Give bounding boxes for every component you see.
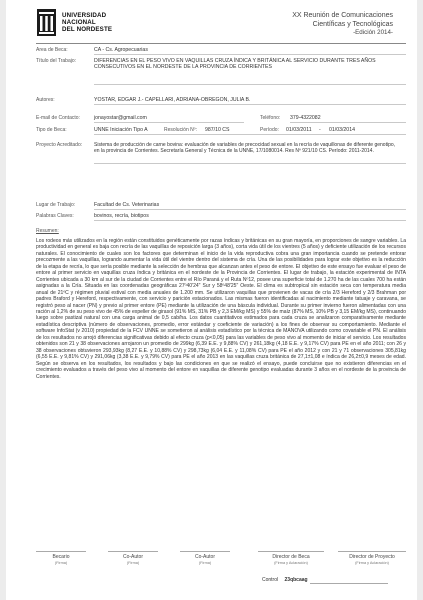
project-value: Sistema de producción de carne bovina: evaluación de variables de precocidad sexual en la recría de vaquillonas de diferente genotipo, en la provincia de Corrientes. Secretaría General y Técnica de la UNNE, 17/1080014. Res Nº 921/10 CS. Período: 2011-2014. <box>94 142 396 155</box>
signature-note: (Firma) <box>126 561 140 565</box>
period-from: 01/03/2011 <box>286 127 312 133</box>
signature-director-beca <box>258 554 324 565</box>
university-line-2: NACIONAL <box>62 19 96 27</box>
conference-title <box>292 12 393 38</box>
phone-label: Teléfono: <box>260 115 281 121</box>
keywords-underline <box>94 220 406 221</box>
signature-director-proyecto <box>338 554 406 565</box>
signature-note: (Firma y Aclaración) <box>274 561 308 565</box>
period-label: Período: <box>260 127 279 133</box>
document-page <box>6 0 417 600</box>
university-line-3: DEL NORDESTE <box>62 26 113 34</box>
university-name <box>62 12 112 34</box>
signature-line-coautor-2 <box>180 551 230 552</box>
signature-coautor-1 <box>108 554 158 565</box>
document-header <box>6 0 417 44</box>
phone-value: 379-4322082 <box>290 115 321 121</box>
signature-line-director-proyecto <box>338 551 406 552</box>
control-label: Control <box>262 577 279 583</box>
email-value: jonayostar@gmail.com <box>94 115 147 121</box>
summary-text: Los rodeos más utilizados en la región están constituidos genéticamente por razas índicas y británicas en su gran mayoría, en proporciones de sangre variables. La productividad en general es baja con recría de las vaquillas de reposición larga (3 años), corta vida útil de los vientres (5 años) y deficiente utilización de los recursos naturales. El conocimiento de cuales son los factores que determinan el inicio de la vida reproductiva cobra una gran importancia cuando se pretende entorar precozmente a las vaquillas, logrando aumentar la vida útil del vientre dentro del sistema de cría. Una de las posibilidades para lograr este objetivo es la reducción de la etapa de recría, lo que sería posible mediante la selección de hembras que alcanzan antes el peso de entore. El objetivo de este ensayo fue evaluar el peso de entore al primer servicio en vaquillas cruza índica y británica en el nordeste de la Provincia de Corrientes. El lugar de trabajo, la estación experimental de INTA Corrientes ubicada a 30 km al sur de la ciudad de Corrientes entre el Río Paraná y el Ruta Nº12, posee una superficie total de 1.270 ha de las cuales 700 ha están asignadas a la Cría. Situada en las coordenadas geográficas 27º40'24" Sur y 58º48'25" Oeste. El clima es subtropical sin estación seca con temperatura media anual de 21ºC y régimen pluvial estival con media anuales de 1.200 mm. Se utilizaron vaquillas que provienen de vacas de cría 2/3 Hereford y 2/3 Brahman por padres Braford y Hereford, respectivamente, con servicio y parición estacionados. Las mismas fueron identificadas al nacimiento mediante tatuaje y caravana, se registró peso al nacer (PN) y previo al primer entore (PE) mediante la utilización de una báscula individual. Durante su primer invierno fueron alimentadas con una ración al 1,2% de su peso vivo de 45% de expeller de girasol (91% MS, 31% PB y 2,3 EM/kg MS) y 55% de maíz (87% MS, 10% PB y 3,15 EM/kg MS), continuando luego sobre pastizal natural con una carga animal de 0,5 cab/ha. Los datos cuantitativos estimados para cada cruza se analizaron comparativamente mediante estadística descriptiva (número de observaciones, promedio, error estándar y coeficiente de variación) a los fines de observar su comportamiento. Mediante el software InfoStat (v 2010) propiedad de la FCV UNNE se sometieron al análisis estadístico por la técnica de MANOVA utilizando como covariable el PN. El análisis de los resultados no arrojó diferencias significativas debido al efecto cruza (p<0,05) para las variables de peso vivo al momento de iniciar el servicio. Los resultados obtenidos son 21 y 38 observaciones arrojaron un promedio de 299kg (6,39 E.E. y 9,88% CV) y 261,18kg (4,18 E.E. y 9,17% CV) para PE en el año 2011; con 26 y 38 observaciones obtuvieron 293,93kg (8,27 E.E. y 10,88% CV) y 298,73kg (6,04 E.E. y 11,08% CV) para PE el año 2012 y con 21 y 71 observaciones 305,81kg (6,55 E.E. y 9,81% CV) y 291,06kg (3,38 E.E. y 9,79% CV) para PE el año 2013 en las vaquillas cruza británica de 27,1±1,08 e índica de 26,2±0,9 meses de edad. Según se observa en los resultados, los resultados y bajo las condiciones en que se realizó el ensayo, puede concluirse que no existieron diferencias en el crecimiento evaluados a través del peso vivo al momento del entore en vaquillas de diferente genotipo evaluadas durante 3 años en el nordeste de la provincia de Corrientes. <box>36 238 406 380</box>
conference-line-2: Científicas y Tecnológicas <box>312 20 393 28</box>
beca-underline <box>94 134 406 135</box>
place-underline <box>94 209 406 210</box>
area-value: CA - Cs. Agropecuarias <box>94 47 148 53</box>
period-to: 01/03/2014 <box>329 127 355 133</box>
signature-role: Becario <box>52 554 70 560</box>
header-divider <box>36 43 406 44</box>
summary-label: Resumen: <box>36 228 59 234</box>
signature-note: (Firma) <box>54 561 68 565</box>
signature-becario <box>36 554 86 565</box>
project-label: Proyecto Acreditado: <box>36 142 83 148</box>
authors-value: YOSTAR, EDGAR J.- CAPELLARI, ADRIANA-OBREGON, JULIA B. <box>94 97 251 103</box>
signature-line-coautor-1 <box>108 551 158 552</box>
signature-role: Co-Autor <box>122 554 143 560</box>
conference-line-1: XX Reunión de Comunicaciones <box>292 12 393 19</box>
signature-role: Director de Proyecto <box>349 554 395 560</box>
place-value: Facultad de Cs. Veterinarias <box>94 202 160 208</box>
authors-label: Autores: <box>36 97 55 103</box>
resolution-value: 987/10 CS <box>205 127 230 133</box>
title-label: Título del Trabajo: <box>36 58 77 64</box>
authors-underline <box>94 104 406 105</box>
period-separator: - <box>319 127 321 133</box>
signature-line-becario <box>36 551 86 552</box>
signature-coautor-2 <box>180 554 230 565</box>
signature-role: Co-Autor <box>194 554 215 560</box>
email-label: E-mail de Contacto: <box>36 115 80 121</box>
beca-label: Tipo de Beca: <box>36 127 67 133</box>
beca-value: UNNE Iniciación Tipo A <box>94 127 148 133</box>
control-value: 23qbcaag <box>284 577 308 583</box>
university-logo-icon <box>37 9 56 36</box>
area-underline <box>94 54 406 55</box>
signature-note: (Firma) <box>198 561 212 565</box>
email-underline <box>94 122 244 123</box>
signature-note: (Firma y Aclaración) <box>355 561 389 565</box>
keywords-label: Palabras Claves: <box>36 213 74 219</box>
area-label: Area de Beca: <box>36 47 68 53</box>
conference-edition: -Edición 2014- <box>353 29 393 37</box>
control-underline <box>310 583 388 584</box>
place-label: Lugar de Trabajo: <box>36 202 76 208</box>
phone-underline <box>290 122 406 123</box>
project-underline <box>94 163 406 164</box>
title-value: DIFERENCIAS EN EL PESO VIVO EN VAQUILLAS CRUZA ÍNDICA Y BRITÁNICA AL SERVICIO DURANTE TRES AÑOS CONSECUTIVOS EN EL NORDESTE DE LA PROVINCIA DE CORRIENTES <box>94 58 376 71</box>
resolution-label: Resolución Nº: <box>164 127 197 133</box>
signature-role: Director de Beca <box>272 554 310 560</box>
control-code <box>262 577 308 583</box>
signature-line-director-beca <box>258 551 324 552</box>
university-line-1: UNIVERSIDAD <box>62 12 107 19</box>
title-underline <box>94 84 406 85</box>
keywords-value: bovinos, recría, biotipos <box>94 213 149 219</box>
